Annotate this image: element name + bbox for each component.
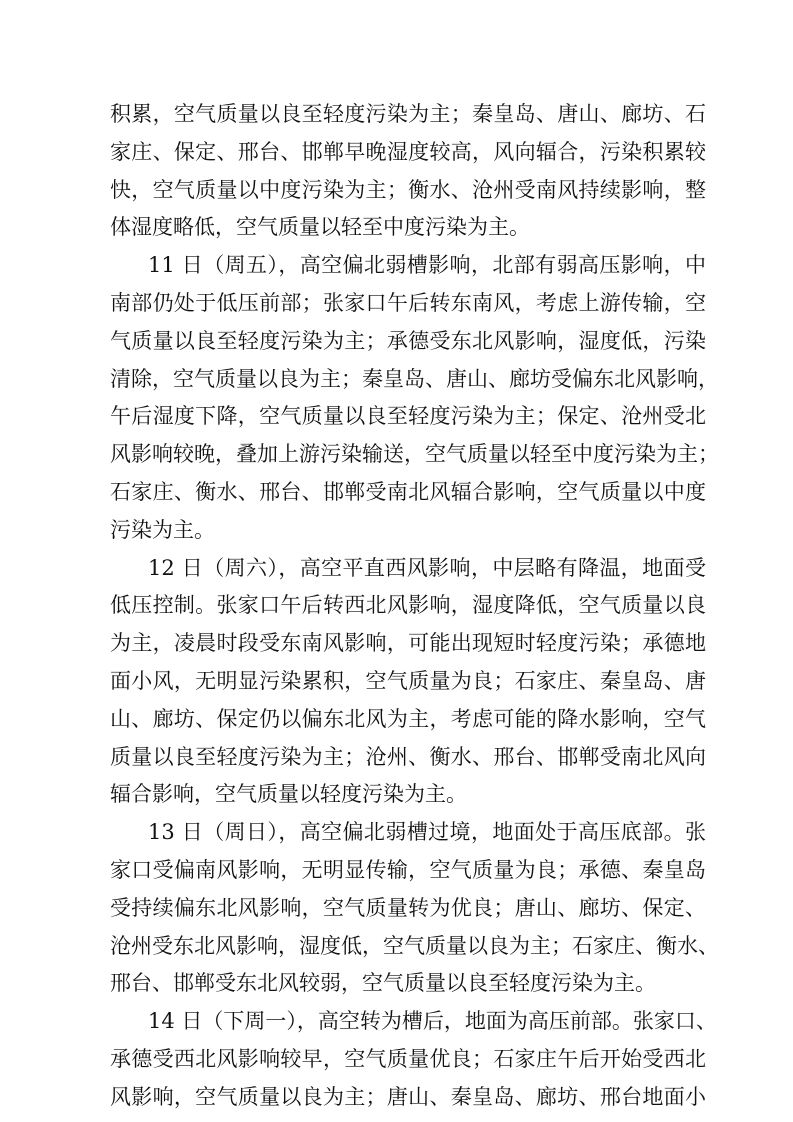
text-line: 面小风，无明显污染累积，空气质量为良；石家庄、秦皇岛、唐	[110, 668, 706, 693]
text-line: 为主，凌晨时段受东南风影响，可能出现短时轻度污染；承德地	[110, 631, 706, 656]
text-line: 质量以良至轻度污染为主；沧州、衡水、邢台、邯郸受南北风向	[110, 744, 706, 769]
text-line: 辐合影响，空气质量以轻度污染为主。	[110, 782, 467, 807]
document-body	[110, 96, 719, 1117]
text-line: 风影响，空气质量以良为主；唐山、秦皇岛、廊坊、邢台地面小	[110, 1084, 706, 1109]
text-line: 南部仍处于低压前部；张家口午后转东南风，考虑上游传输，空	[110, 290, 706, 315]
text-line: 家口受偏南风影响，无明显传输，空气质量为良；承德、秦皇岛	[110, 857, 706, 882]
text-line: 承德受西北风影响较早，空气质量优良；石家庄午后开始受西北	[110, 1046, 706, 1071]
paragraph-start-line: 14 日（下周一），高空转为槽后，地面为高压前部。张家口、	[148, 1009, 717, 1034]
text-line: 山、廊坊、保定仍以偏东北风为主，考虑可能的降水影响，空气	[110, 706, 706, 731]
text-line: 清除，空气质量以良为主；秦皇岛、唐山、廊坊受偏东北风影响，	[110, 366, 719, 391]
text-line: 低压控制。张家口午后转西北风影响，湿度降低，空气质量以良	[110, 593, 706, 618]
text-line: 气质量以良至轻度污染为主；承德受东北风影响，湿度低，污染	[110, 328, 706, 353]
text-line: 邢台、邯郸受东北风较弱，空气质量以良至轻度污染为主。	[110, 971, 656, 996]
text-line: 快，空气质量以中度污染为主；衡水、沧州受南风持续影响，整	[110, 177, 706, 202]
text-line: 受持续偏东北风影响，空气质量转为优良；唐山、廊坊、保定、	[110, 895, 706, 920]
text-line: 风影响较晚，叠加上游污染输送，空气质量以轻至中度污染为主；	[110, 442, 719, 467]
text-line: 午后湿度下降，空气质量以良至轻度污染为主；保定、沧州受北	[110, 404, 706, 429]
text-line: 体湿度略低，空气质量以轻至中度污染为主。	[110, 215, 530, 240]
text-line: 积累，空气质量以良至轻度污染为主；秦皇岛、唐山、廊坊、石	[110, 102, 706, 126]
text-line: 污染为主。	[110, 517, 215, 542]
text-line: 家庄、保定、邢台、邯郸早晚湿度较高，风向辐合，污染积累较	[110, 139, 706, 164]
paragraph-start-line: 12 日（周六），高空平直西风影响，中层略有降温，地面受	[148, 555, 706, 580]
paragraph-start-line: 11 日（周五），高空偏北弱槽影响，北部有弱高压影响，中	[148, 253, 706, 278]
text-line: 石家庄、衡水、邢台、邯郸受南北风辐合影响，空气质量以中度	[110, 479, 706, 504]
text-line: 沧州受东北风影响，湿度低，空气质量以良为主；石家庄、衡水、	[110, 933, 719, 958]
paragraph-start-line: 13 日（周日），高空偏北弱槽过境，地面处于高压底部。张	[148, 820, 706, 845]
